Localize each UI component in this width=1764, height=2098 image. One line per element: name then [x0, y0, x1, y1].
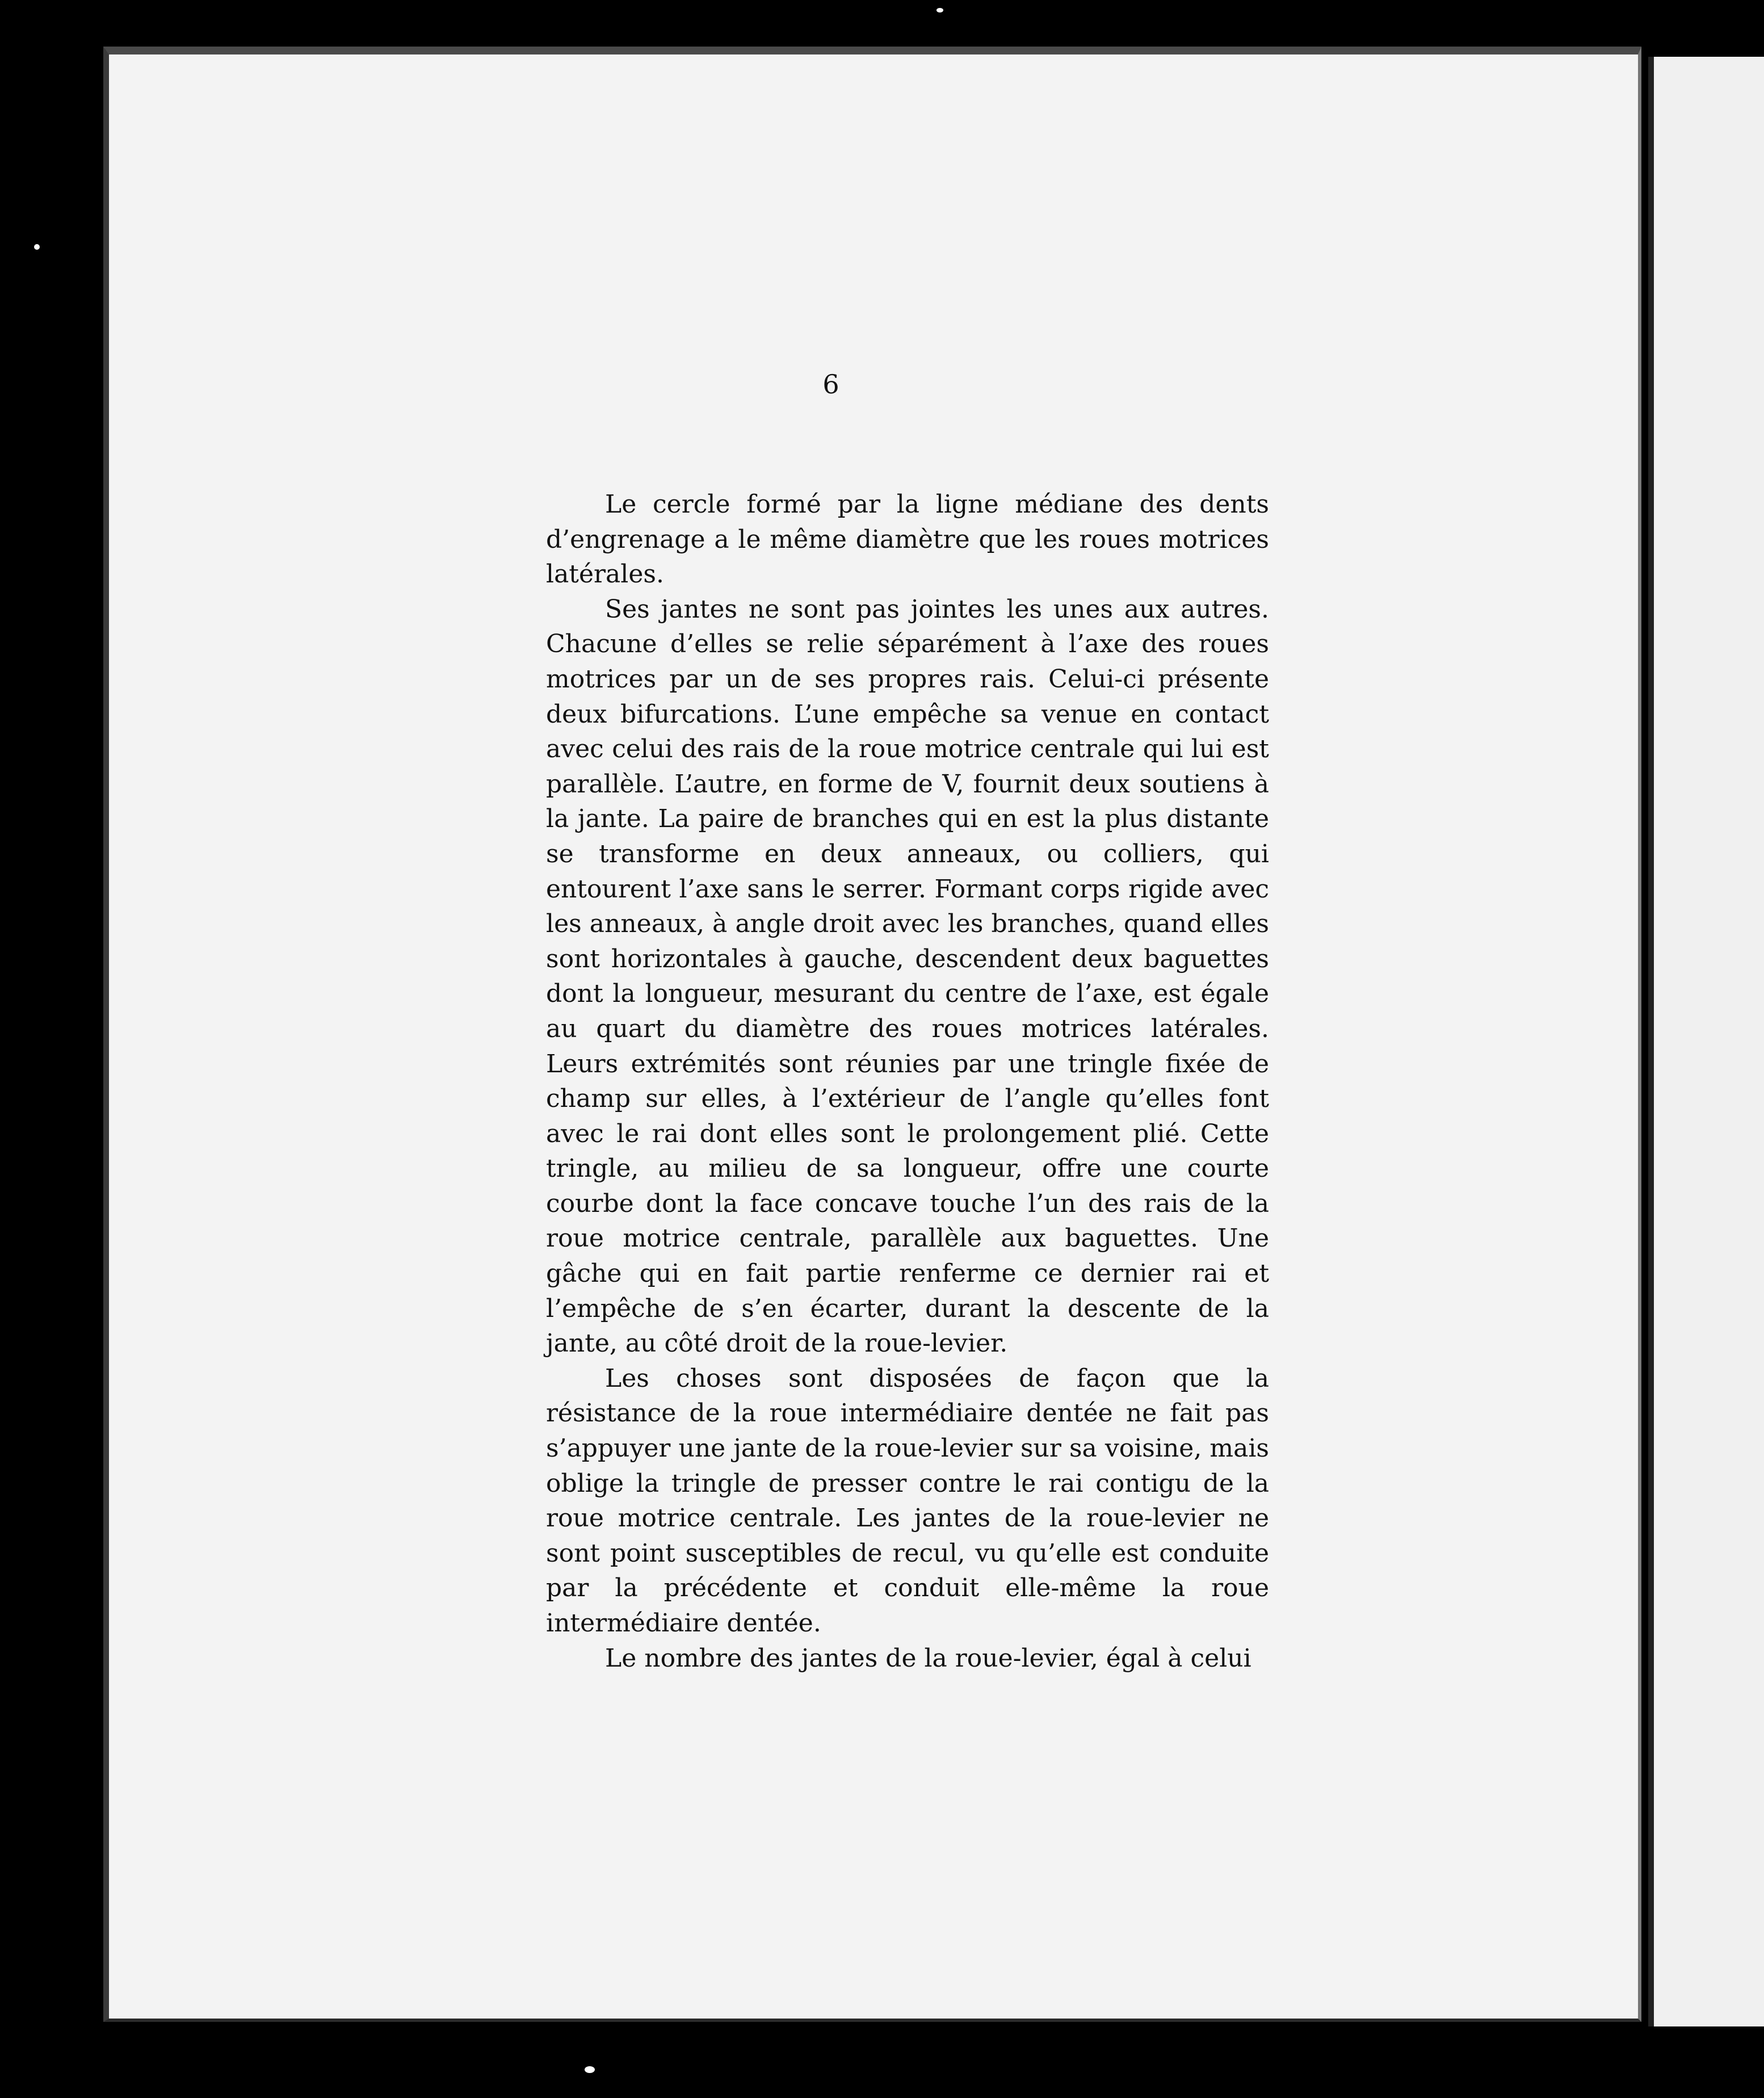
- scan-speck: [34, 244, 40, 250]
- paragraph: Ses jantes ne sont pas jointes les unes aux autres. Chacune d’elles se relie séparément à l’axe des roues motrices par un de ses propres rais. Celui-ci présente deux bifurcations. L’une empêche sa venue en contact avec celui des rais de la roue motrice centrale qui lui est parallèle. L’autre, en forme de V, fournit deux soutiens à la jante. La paire de branches qui en est la plus distante se transforme en deux anneaux, ou colliers, qui entourent l’axe sans le serrer. Formant corps rigide avec les anneaux, à angle droit avec les branches, quand elles sont horizontales à gauche, descendent deux baguettes dont la longueur, mesurant du centre de l’axe, est égale au quart du diamètre des roues motrices latérales. Leurs extrémités sont réunies par une tringle fixée de champ sur elles, à l’extérieur de l’angle qu’elles font avec le rai dont elles sont le prolongement plié. Cette tringle, au milieu de sa longueur, offre une courte courbe dont la face concave touche l’un des rais de la roue motrice centrale, parallèle aux baguettes. Une gâche qui en fait partie renferme ce dernier rai et l’empêche de s’en écarter, durant la descente de la jante, au côté droit de la roue-levier.: [546, 594, 1269, 1358]
- paragraph: Les choses sont disposées de façon que la résistance de la roue intermédiaire dentée ne fait pas s’appuyer une jante de la roue-levier sur sa voisine, mais oblige la tringle de presser contre le rai contigu de la roue motrice centrale. Les jantes de la roue-levier ne sont point susceptibles de recul, vu qu’elle est conduite par la précédente et conduit elle-même la roue intermédiaire dentée.: [546, 1363, 1269, 1638]
- scan-speck: [936, 8, 943, 12]
- paragraph: Le nombre des jantes de la roue-levier, égal à celui: [605, 1643, 1251, 1673]
- page-number: 6: [822, 369, 839, 400]
- scan-speck: [585, 2066, 595, 2073]
- body-text: [546, 487, 1269, 1676]
- paragraph: Le cercle formé par la ligne médiane des dents d’engrenage a le même diamètre que les roues motrices latérales.: [546, 490, 1269, 589]
- adjacent-page-edge: [1648, 57, 1764, 2026]
